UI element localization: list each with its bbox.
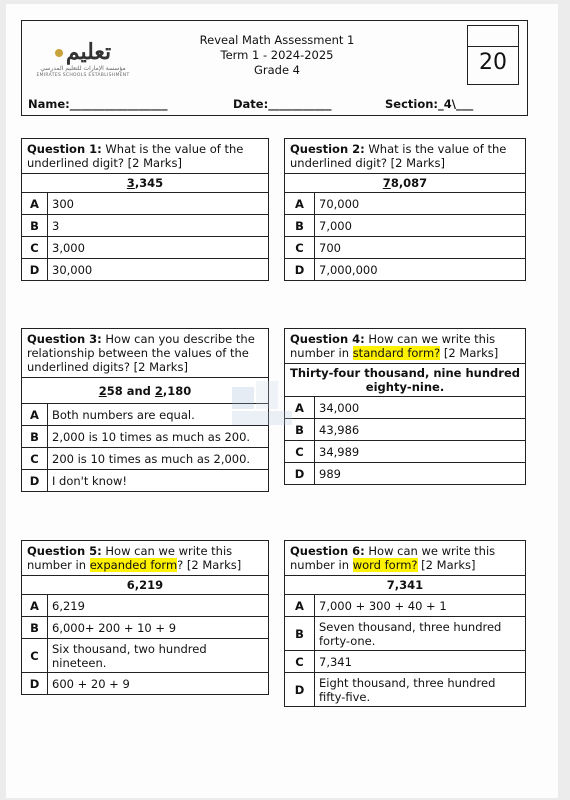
option-row[interactable]: D 30,000 bbox=[22, 259, 269, 281]
question-6-stem: Question 6: How can we write this number in word form? [2 Marks] bbox=[285, 541, 526, 576]
option-text: 3,000 bbox=[48, 237, 269, 259]
watermark-logo bbox=[222, 375, 332, 435]
option-row[interactable]: A Both numbers are equal. bbox=[22, 404, 269, 426]
question-5-stem: Question 5: How can we write this number in expanded form? [2 Marks] bbox=[22, 541, 269, 576]
option-text: 200 is 10 times as much as 2,000. bbox=[48, 448, 269, 470]
option-text: 34,989 bbox=[315, 441, 526, 463]
question-1-table bbox=[21, 138, 269, 281]
question-5-table bbox=[21, 540, 269, 695]
option-row[interactable]: C 3,000 bbox=[22, 237, 269, 259]
option-text: 7,000 + 300 + 40 + 1 bbox=[315, 595, 526, 617]
logo-arabic: تعليم bbox=[65, 39, 112, 65]
option-text: 7,000 bbox=[315, 215, 526, 237]
option-text: 43,986 bbox=[315, 419, 526, 441]
option-text: 989 bbox=[315, 463, 526, 485]
score-box bbox=[467, 25, 519, 85]
question-1-stem: Question 1: What is the value of the underlined digit? [2 Marks] bbox=[22, 139, 269, 174]
total-score: 20 bbox=[479, 50, 507, 75]
logo-english-subtitle: EMIRATES SCHOOLS ESTABLISHMENT bbox=[36, 73, 130, 78]
option-text: 34,000 bbox=[315, 397, 526, 419]
option-row[interactable]: D 600 + 20 + 9 bbox=[22, 673, 269, 695]
option-text: 7,341 bbox=[315, 651, 526, 673]
option-text: Seven thousand, three hundred forty-one. bbox=[315, 617, 526, 651]
question-2-stem: Question 2: What is the value of the underlined digit? [2 Marks] bbox=[285, 139, 526, 174]
option-text: 30,000 bbox=[48, 259, 269, 281]
question-4-stem: Question 4: How can we write this number in standard form? [2 Marks] bbox=[285, 329, 526, 364]
option-row[interactable]: D Eight thousand, three hundred fifty-five. bbox=[285, 673, 526, 707]
highlight: word form? bbox=[352, 558, 418, 572]
option-text: 300 bbox=[48, 193, 269, 215]
option-row[interactable]: B Seven thousand, three hundred forty-one. bbox=[285, 617, 526, 651]
question-2-number: 78,087 bbox=[285, 174, 526, 193]
option-row[interactable]: B 43,986 bbox=[285, 419, 526, 441]
question-3-stem: Question 3: How can you describe the relationship between the values of the underlined digits? [2 Marks] bbox=[22, 329, 269, 378]
assessment-title: Reveal Math Assessment 1 bbox=[199, 33, 355, 47]
option-row[interactable]: C 200 is 10 times as much as 2,000. bbox=[22, 448, 269, 470]
option-text: 2,000 is 10 times as much as 200. bbox=[48, 426, 269, 448]
option-text: I don't know! bbox=[48, 470, 269, 492]
option-row[interactable]: B 7,000 bbox=[285, 215, 526, 237]
option-row[interactable]: C 34,989 bbox=[285, 441, 526, 463]
question-4-number: Thirty-four thousand, nine hundred eighty-nine. bbox=[285, 364, 526, 397]
name-field[interactable]: Name:_________________ bbox=[28, 97, 168, 111]
option-row[interactable]: C 7,341 bbox=[285, 651, 526, 673]
option-text: Six thousand, two hundred nineteen. bbox=[48, 639, 269, 673]
option-text: 7,000,000 bbox=[315, 259, 526, 281]
question-1-number: 3,345 bbox=[22, 174, 269, 193]
highlight: standard form? bbox=[352, 346, 441, 360]
assessment-header bbox=[21, 20, 528, 116]
question-6-table bbox=[284, 540, 526, 707]
option-row[interactable]: B 2,000 is 10 times as much as 200. bbox=[22, 426, 269, 448]
option-row[interactable]: D 989 bbox=[285, 463, 526, 485]
school-logo bbox=[28, 39, 138, 94]
option-row[interactable]: C Six thousand, two hundred nineteen. bbox=[22, 639, 269, 673]
option-text: 6,000+ 200 + 10 + 9 bbox=[48, 617, 269, 639]
option-text: 700 bbox=[315, 237, 526, 259]
option-row[interactable]: A 34,000 bbox=[285, 397, 526, 419]
option-row[interactable]: C 700 bbox=[285, 237, 526, 259]
assessment-grade: Grade 4 bbox=[253, 63, 301, 77]
option-text: 600 + 20 + 9 bbox=[48, 673, 269, 695]
option-row[interactable]: B 6,000+ 200 + 10 + 9 bbox=[22, 617, 269, 639]
option-text: 3 bbox=[48, 215, 269, 237]
title-block bbox=[172, 33, 382, 78]
option-row[interactable]: B 3 bbox=[22, 215, 269, 237]
option-row[interactable]: A 300 bbox=[22, 193, 269, 215]
option-row[interactable]: A 70,000 bbox=[285, 193, 526, 215]
logo-dot-icon bbox=[55, 49, 63, 57]
question-3-numbers: 258 and 2,180 bbox=[22, 378, 269, 404]
option-row[interactable]: A 7,000 + 300 + 40 + 1 bbox=[285, 595, 526, 617]
option-text: Both numbers are equal. bbox=[48, 404, 269, 426]
question-2-table bbox=[284, 138, 526, 281]
section-field[interactable]: Section:_4\___ bbox=[385, 97, 474, 111]
question-5-number: 6,219 bbox=[22, 576, 269, 595]
assessment-term: Term 1 - 2024-2025 bbox=[220, 48, 334, 62]
question-6-number: 7,341 bbox=[285, 576, 526, 595]
option-row[interactable]: A 6,219 bbox=[22, 595, 269, 617]
highlight: expanded form bbox=[89, 558, 178, 572]
option-text: Eight thousand, three hundred fifty-five. bbox=[315, 673, 526, 707]
option-text: 6,219 bbox=[48, 595, 269, 617]
option-row[interactable]: D I don't know! bbox=[22, 470, 269, 492]
date-field[interactable]: Date:___________ bbox=[233, 97, 332, 111]
option-row[interactable]: D 7,000,000 bbox=[285, 259, 526, 281]
logo-arabic-subtitle: مؤسسة الإمارات للتعليم المدرسي bbox=[40, 65, 126, 72]
option-text: 70,000 bbox=[315, 193, 526, 215]
